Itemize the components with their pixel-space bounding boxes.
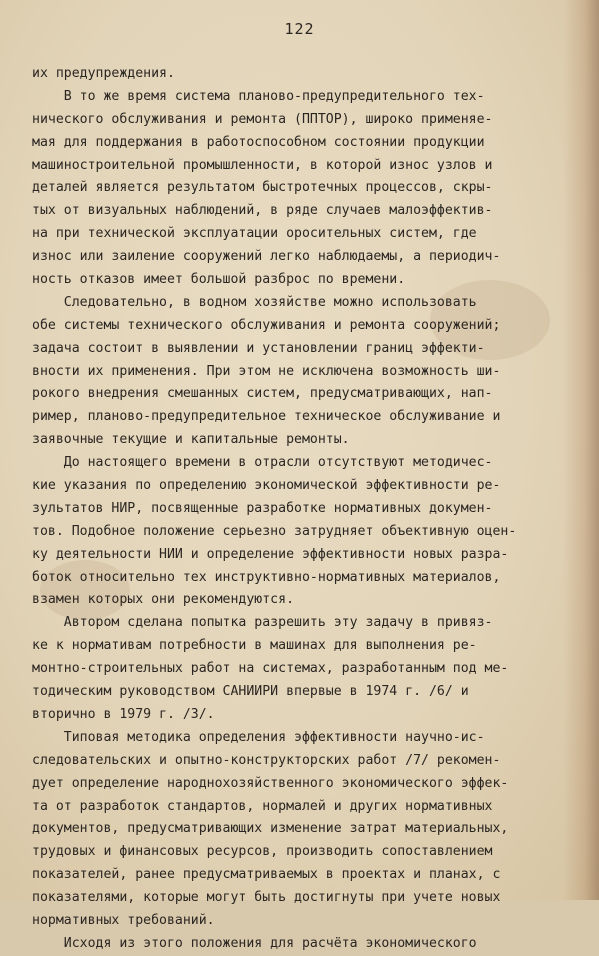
text-line: тов. Подобное положение серьезно затрудняет объективную оцен- [32, 523, 517, 539]
text-line: нормативных требований. [32, 912, 215, 928]
text-line: Типовая методика определения эффективности научно-ис- [32, 729, 485, 745]
text-line: ример, планово-предупредительное техническое обслуживание и [32, 409, 501, 425]
text-line: ку деятельности НИИ и определение эффективности новых разра- [32, 546, 509, 562]
text-line: тых от визуальных наблюдений, в ряде случаев малоэффектив- [32, 203, 493, 219]
text-line: машиностроительной промышленности, в которой износ узлов и [32, 157, 493, 173]
text-line: Следовательно, в водном хозяйстве можно использовать [32, 294, 477, 310]
text-line: износ или заиление сооружений легко наблюдаемы, а периодич- [32, 249, 501, 265]
text-line: на при технической эксплуатации оросительных систем, где [32, 226, 477, 242]
text-line: боток относительно тех инструктивно-нормативных материалов, [32, 569, 501, 585]
text-line: кие указания по определению экономической эффективности ре- [32, 478, 501, 494]
text-line: документов, предусматривающих изменение затрат материальных, [32, 821, 509, 837]
text-line: та от разработок стандартов, нормалей и других нормативных [32, 798, 493, 814]
text-line: их предупреждения. [32, 66, 175, 81]
text-line: ность отказов имеет большой разброс по времени. [32, 272, 406, 288]
text-line: зультатов НИР, посвященные разработке нормативных докумен- [32, 500, 493, 516]
text-line: нического обслуживания и ремонта (ППТОР), широко применяе- [32, 111, 493, 127]
page-number: 122 [284, 20, 315, 38]
text-line: вности их применения. При этом не исключена возможность ши- [32, 363, 501, 379]
text-line: обе системы технического обслуживания и ремонта сооружений; [32, 317, 501, 333]
text-line: показателями, которые могут быть достигнуты при учете новых [32, 890, 501, 906]
text-line: взамен которых они рекомендуются. [32, 592, 295, 608]
text-line: мая для поддержания в работоспособном состоянии продукции [32, 134, 485, 150]
text-line: вторично в 1979 г. /3/. [32, 706, 215, 722]
text-line: рокого внедрения смешанных систем, предусматривающих, нап- [32, 386, 493, 402]
text-line: ке к нормативам потребности в машинах для выполнения ре- [32, 638, 477, 654]
text-line: деталей является результатом быстротечных процессов, скры- [32, 180, 493, 196]
text-line: показателей, ранее предусматриваемых в проектах и планах, с [32, 867, 501, 883]
text-line: Автором сделана попытка разрешить эту задачу в привяз- [32, 615, 493, 631]
page-edge-shadow [563, 0, 599, 900]
text-line: дует определение народнохозяйственного экономического эффек- [32, 775, 509, 791]
text-line: следовательских и опытно-конструкторских работ /7/ рекомен- [32, 752, 501, 768]
text-line: тодическим руководством САНИИРИ впервые в 1974 г. /6/ и [32, 684, 469, 700]
text-line: До настоящего времени в отрасли отсутствуют методичес- [32, 455, 493, 471]
body-text [32, 63, 567, 956]
text-line: трудовых и финансовых ресурсов, производить сопоставлением [32, 844, 493, 860]
text-line: В то же время система планово-предупредительного тех- [32, 88, 485, 104]
text-line: заявочные текущие и капитальные ремонты. [32, 432, 350, 448]
text-line: Исходя из этого положения для расчёта экономического [32, 935, 477, 951]
text-line: монтно-строительных работ на системах, разработанным под ме- [32, 661, 509, 677]
text-line: задача состоит в выявлении и установлении границ эффекти- [32, 340, 485, 356]
